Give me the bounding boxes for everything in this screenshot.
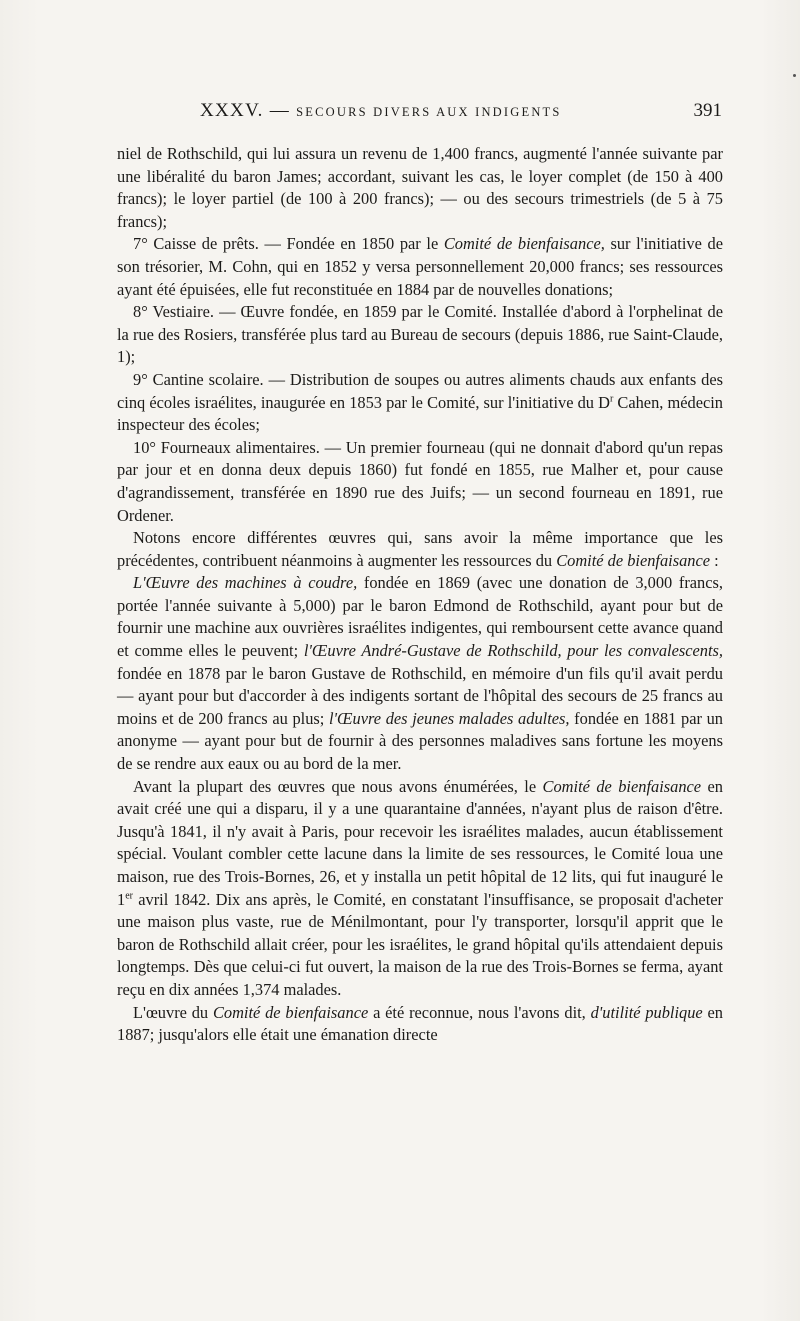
chapter-heading	[200, 100, 562, 122]
chapter-title: SECOURS DIVERS AUX INDIGENTS	[296, 105, 562, 119]
paragraph-text: avril 1842. Dix ans après, le Comité, en constatant l'insuffisance, se proposait d'acheter une maison plus vaste, rue de Ménilmontant, pour l'y transporter, lorsqu'il apprit que le baron de Rothschild allait créer, pour les israélites, le grand hôpital qu'ils attendaient depuis longtemps. Dès que celui-ci fut ouvert, la maison de la rue des Trois-Bornes se ferma, ayant reçu en dix années 1,374 malades.	[117, 889, 723, 999]
italic-text: d'utilité publique	[590, 1002, 703, 1022]
paragraph-notons-encore	[117, 527, 723, 572]
italic-text: Comité de bienfaisance	[212, 1002, 369, 1022]
paragraph-text: L'œuvre du	[133, 1002, 213, 1022]
edge-speck	[793, 74, 796, 77]
superscript: r	[609, 393, 614, 405]
paragraph-text: 8° Vestiaire. — Œuvre fondée, en 1859 par le Comité. Installée d'abord à l'orphelinat de la rue des Rosiers, transférée plus tard au Bureau de secours (depuis 1886, rue Saint-Claude, 1);	[117, 302, 723, 367]
paragraph-text: :	[710, 550, 719, 570]
paragraph-text: 10° Fourneaux alimentaires. — Un premier fourneau (qui ne donnait d'abord qu'un repas par jour et en donna deux depuis 1860) fut fondé en 1855, rue Malher et, pour cause d'agrandissement, transférée en 1890 rue des Juifs; — un second fourneau en 1891, rue Ordener.	[117, 437, 723, 525]
paragraph-text: a été reconnue, nous l'avons dit,	[368, 1002, 591, 1022]
paragraph-oeuvres	[117, 572, 723, 775]
paragraph-text: 9° Cantine scolaire. — Distribution de soupes ou autres aliments chauds aux enfants des cinq écoles israélites, inaugurée en 1853 par le Comité, sur l'initiative du D	[117, 369, 723, 412]
paragraph-avant-la-plupart	[117, 776, 723, 1002]
paragraph-text: fondée en 1869 (avec une donation de 3,000 francs, portée l'année suivante à 5,000) par le baron Edmond de Rothschild, ayant pour but de fournir une machine aux ouvrières israélites indigentes, qui remboursent cette avance quand et comme elles le peuvent;	[117, 573, 724, 661]
paragraph-text: sur l'initiative de son trésorier, M. Cohn, qui en 1852 y versa personnellement 20,000 francs; ses ressources ayant été épuisées, elle fut reconstituée en 1884 par de nouvelles donations;	[117, 234, 723, 299]
paragraph-caisse-de-prets	[117, 233, 723, 301]
paragraph-fourneaux	[117, 437, 723, 527]
italic-text: l'Œuvre André-Gustave de Rothschild, pour les convalescents,	[303, 641, 723, 661]
running-header	[200, 100, 722, 134]
italic-text: Comité de bienfaisance	[556, 550, 711, 570]
paragraph-text: fondée en 1878 par le baron Gustave de Rothschild, en mémoire d'un fils qu'il avait perdu — ayant pour but d'accorder à des indigents sortant de l'hôpital des secours de 25 francs au moins et de 200 francs au plus;	[117, 663, 723, 728]
italic-text: l'Œuvre des jeunes malades adultes,	[329, 708, 570, 728]
paragraph-cantine-scolaire	[117, 369, 723, 437]
paragraph-continuation	[117, 143, 723, 233]
paragraph-text: niel de Rothschild, qui lui assura un revenu de 1,400 francs, augmenté l'année suivante par une libéralité du baron James; accordant, suivant les cas, le loyer complet (de 150 à 400 francs); le loyer partiel (de 100 à 200 francs); — ou des secours trimestriels (de 5 à 75 francs);	[117, 144, 723, 231]
italic-text: L'Œuvre des machines à coudre,	[133, 573, 358, 593]
paragraph-reconnue	[117, 1002, 723, 1047]
paragraph-text: en avait créé une qui a disparu, il y a une quarantaine d'années, n'ayant plus de raison d'être. Jusqu'à 1841, il n'y avait à Paris, pour recevoir les israélites malades, aucun établissement spécial. Voulant combler cette lacune dans la limite de ses ressources, le Comité loua une maison, rue des Trois-Bornes, 26, et y installa un petit hôpital de 12 lits, qui fut inauguré le 1	[117, 776, 724, 909]
italic-text: Comité de bienfaisance,	[443, 234, 605, 254]
paragraph-vestiaire	[117, 301, 723, 369]
paragraph-text: 7° Caisse de prêts. — Fondée en 1850 par le	[133, 234, 444, 254]
paragraph-text: fondée en 1881 par un anonyme — ayant pour but de fournir à des personnes maladives sans fortune les moyens de se rendre aux eaux ou au bord de la mer.	[117, 708, 724, 774]
chapter-number: XXXV. —	[200, 100, 291, 121]
page-number: 391	[693, 100, 722, 121]
body-text	[117, 143, 723, 1047]
superscript: er	[125, 890, 133, 902]
paragraph-text: Cahen, médecin inspecteur des écoles;	[117, 392, 724, 435]
paragraph-text: Notons encore différentes œuvres qui, sans avoir la même importance que les précédentes, contribuent néanmoins à augmenter les ressources du	[117, 528, 723, 570]
paragraph-text: en 1887; jusqu'alors elle était une émanation directe	[117, 1002, 724, 1045]
italic-text: Comité de bienfaisance	[542, 776, 702, 796]
paragraph-text: Avant la plupart des œuvres que nous avons énumérées, le	[133, 776, 543, 796]
